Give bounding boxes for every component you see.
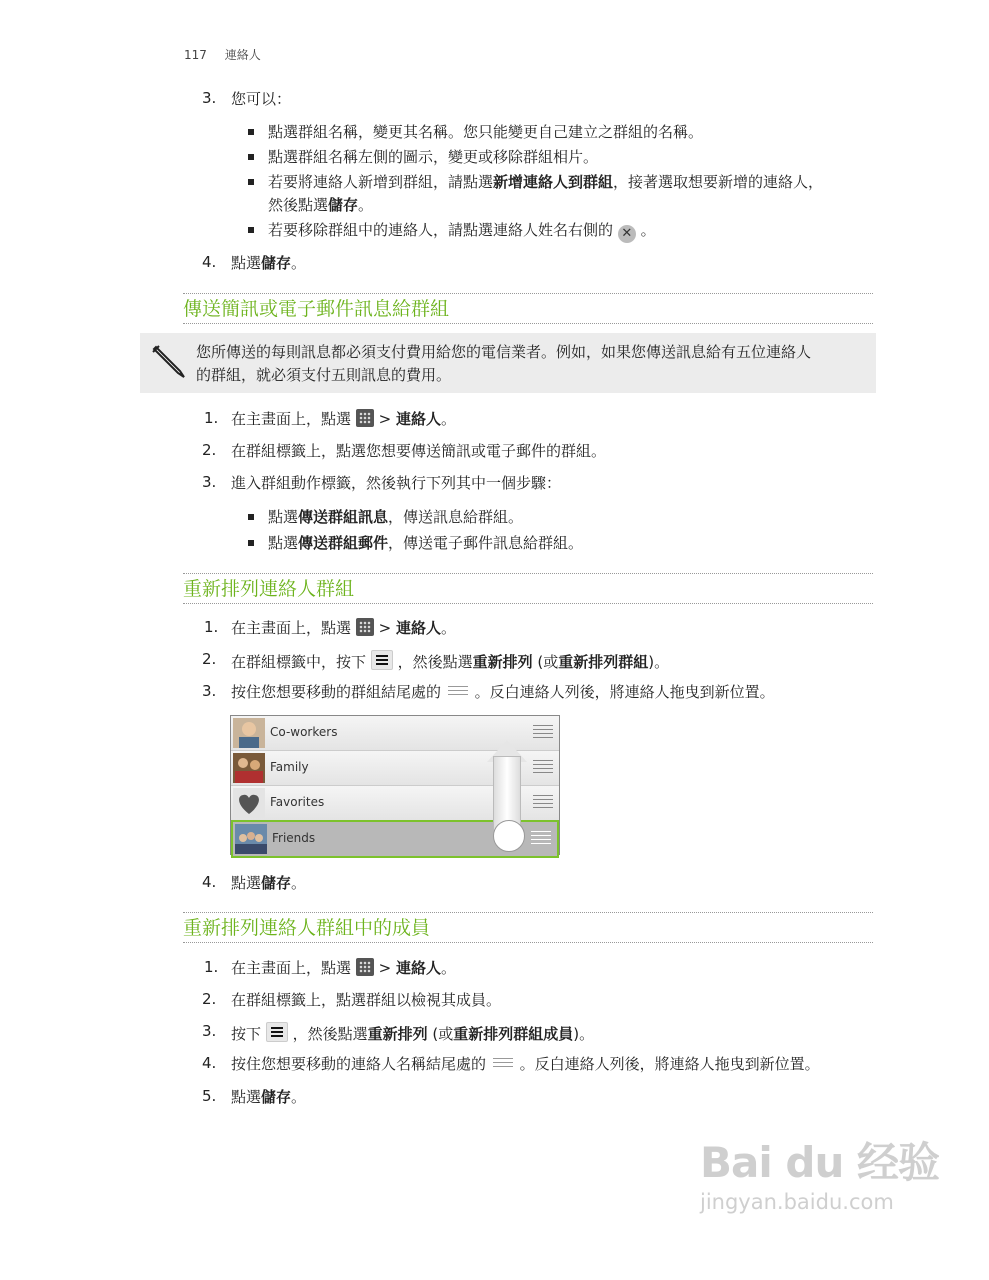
step-text: 在群組標籤上，點選您想要傳送簡訊或電子郵件的群組。 — [231, 442, 607, 460]
step-number: 3. — [202, 1022, 217, 1040]
drag-handle-icon[interactable] — [533, 795, 553, 811]
bullet-text: 點選群組名稱左側的圖示，變更或移除群組相片。 — [268, 148, 599, 166]
section-title: 傳送簡訊或電子郵件訊息給群組 — [183, 293, 873, 324]
bullet-text: 若要將連絡人新增到群組，請點選新增連絡人到群組，接著選取想要新增的連絡人， — [268, 173, 824, 191]
step-number: 4. — [202, 253, 217, 271]
step-text: 進入群組動作標籤，然後執行下列其中一個步驟： — [231, 474, 562, 492]
step-text: 在主畫面上，點選 > 連絡人。 — [231, 619, 456, 637]
all-apps-icon — [356, 409, 374, 427]
group-list-screenshot — [230, 715, 560, 855]
menu-icon — [266, 1022, 288, 1042]
page-header — [184, 46, 261, 63]
bullet-text: 點選傳送群組郵件，傳送電子郵件訊息給群組。 — [268, 534, 584, 552]
bullet-text: 點選傳送群組訊息，傳送訊息給群組。 — [268, 508, 524, 526]
step-number: 4. — [202, 1054, 217, 1072]
drag-handle-icon[interactable] — [533, 725, 553, 741]
step-text: 在群組標籤上，點選群組以檢視其成員。 — [231, 991, 502, 1009]
pencil-icon — [148, 341, 188, 381]
bullet-marker — [248, 154, 254, 160]
step-number: 3. — [202, 89, 217, 107]
group-photo — [233, 718, 265, 748]
bullet-text-cont: 然後點選儲存。 — [268, 196, 374, 214]
group-name: Favorites — [270, 795, 325, 809]
step-number: 1. — [204, 958, 219, 976]
group-photo — [235, 824, 267, 854]
step-text: 按住您想要移動的連絡人名稱結尾處的 。反白連絡人列後，將連絡人拖曳到新位置。 — [231, 1055, 820, 1073]
bullet-text: 若要移除群組中的連絡人，請點選連絡人姓名右側的 ✕ 。 — [268, 221, 656, 241]
step-number: 2. — [202, 441, 217, 459]
touch-point-icon — [493, 820, 525, 852]
all-apps-icon — [356, 958, 374, 976]
step-text: 在主畫面上，點選 > 連絡人。 — [231, 959, 456, 977]
step-number: 2. — [202, 650, 217, 668]
drag-handle-icon[interactable] — [533, 760, 553, 776]
step-text: 點選儲存。 — [231, 254, 307, 272]
remove-icon: ✕ — [618, 225, 636, 243]
bullet-text: 點選群組名稱，變更其名稱。您只能變更自己建立之群組的名稱。 — [268, 123, 704, 141]
section-title: 重新排列連絡人群組中的成員 — [183, 912, 873, 943]
step-number: 1. — [204, 618, 219, 636]
step-number: 3. — [202, 682, 217, 700]
menu-icon — [371, 650, 393, 670]
all-apps-icon — [356, 618, 374, 636]
heart-icon — [233, 788, 265, 818]
note-text: 您所傳送的每則訊息都必須支付費用給您的電信業者。例如，如果您傳送訊息給有五位連絡人 的群組，就必須支付五則訊息的費用。 — [196, 343, 812, 384]
baidu-watermark — [700, 1130, 939, 1214]
bullet-marker — [248, 227, 254, 233]
group-photo — [233, 753, 265, 783]
step-number: 5. — [202, 1087, 217, 1105]
bullet-marker — [248, 514, 254, 520]
step-text: 點選儲存。 — [231, 874, 307, 892]
group-name: Co-workers — [270, 725, 338, 739]
step-number: 4. — [202, 873, 217, 891]
bullet-marker — [248, 129, 254, 135]
drag-handle-icon — [491, 1056, 515, 1072]
step-text: 在群組標籤中，按下 ，然後點選重新排列 (或重新排列群組)。 — [231, 650, 669, 672]
section-name: 連絡人 — [224, 48, 261, 62]
step-text: 按住您想要移動的群組結尾處的 。反白連絡人列後，將連絡人拖曳到新位置。 — [231, 683, 775, 701]
watermark-url: jingyan.baidu.com — [700, 1190, 894, 1214]
step-text: 在主畫面上，點選 > 連絡人。 — [231, 410, 456, 428]
page-number: 117 — [184, 48, 207, 62]
group-name: Family — [270, 760, 309, 774]
step-text: 您可以： — [231, 90, 292, 108]
watermark-brand: Bai du 经验 — [700, 1138, 939, 1187]
drag-handle-icon — [446, 684, 470, 700]
note-box — [140, 333, 876, 393]
step-text: 按下 ，然後點選重新排列 (或重新排列群組成員)。 — [231, 1022, 594, 1044]
group-name: Friends — [272, 831, 316, 845]
section-title: 重新排列連絡人群組 — [183, 573, 873, 604]
bullet-marker — [248, 179, 254, 185]
step-text: 點選儲存。 — [231, 1088, 307, 1106]
bullet-marker — [248, 540, 254, 546]
drag-handle-icon[interactable] — [531, 831, 551, 847]
step-number: 1. — [204, 409, 219, 427]
step-number: 3. — [202, 473, 217, 491]
step-number: 2. — [202, 990, 217, 1008]
